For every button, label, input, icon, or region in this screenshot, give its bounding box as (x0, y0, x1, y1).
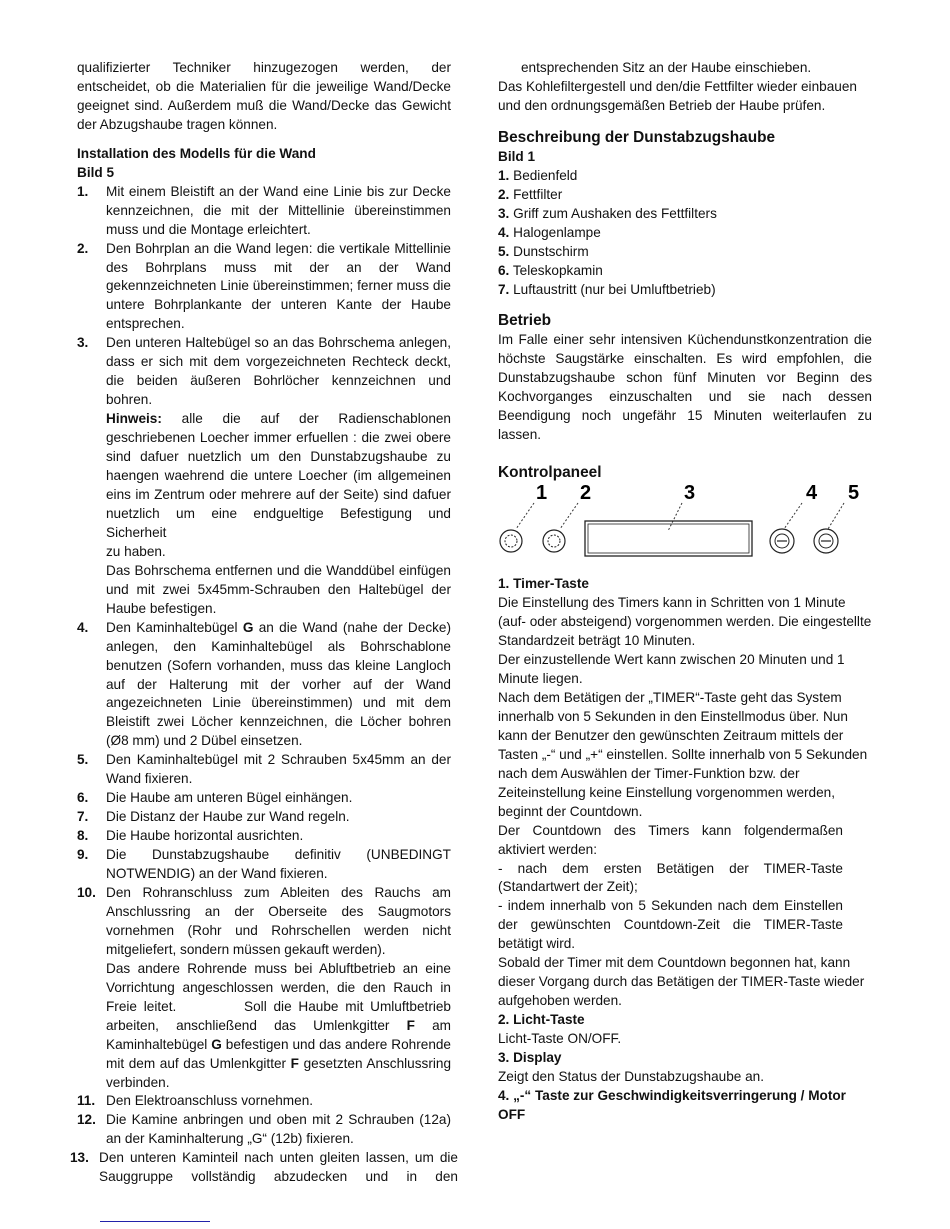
item-number: 5. (77, 752, 89, 768)
item-number: 1. (77, 183, 89, 199)
item-line: Den unteren Haltebügel so an das Bohrschema anlegen, (106, 335, 451, 351)
continued-line: entsprechenden Sitz an der Haube einschieben. (521, 60, 812, 75)
part-item (498, 167, 872, 186)
countdown-line: der gewünschten Countdown-Zeit die TIMER-Taste (498, 917, 843, 933)
betrieb-line: Dunstabzugshaube schon fünf Minuten vor Beginn des (498, 370, 872, 386)
control-panel-diagram (498, 483, 872, 575)
item-line: Freie leitet. Soll die Haube mit Umluftbetrieb (106, 998, 451, 1014)
item-line: Den unteren Kaminteil nach unten gleiten lassen, um die (99, 1150, 458, 1166)
item-text-bold: F (406, 1017, 415, 1033)
hint-text: alle die auf der Radienschablonen (181, 411, 451, 427)
item-line: Haube befestigen. (106, 600, 217, 616)
item-number: 9. (77, 847, 89, 863)
timer-line: Zeiteinstellung keine Einstellung vorgenommen werden, (498, 784, 836, 800)
list-item (77, 827, 451, 846)
betrieb-line: höchste Saugstärke einschalten. Es wird empfohlen, die (498, 351, 872, 367)
list-item (70, 1149, 458, 1187)
hint-line: geschriebenen Loecher immer erfuellen : die zwei obere (106, 430, 451, 446)
intro-line: qualifizierter Techniker hinzugezogen werden, der (77, 60, 451, 75)
item-text: Kaminhaltebügel (106, 1036, 212, 1052)
section-title: Betrieb (498, 312, 552, 330)
item-line: Das Bohrschema entfernen und die Wanddübel einfügen (106, 562, 451, 578)
item-line: Mit einem Bleistift an der Wand eine Linie bis zur Decke (106, 183, 451, 199)
countdown-line: aufgehoben werden. (498, 993, 622, 1009)
item-line: des Bohrplans muss mit der an der Wand (106, 259, 451, 275)
timer-line: kann der Benutzer den gewünschten Zeitraum mittels der (498, 727, 844, 743)
item-line: Den Bohrplan an die Wand legen: die vertikale Mittellinie (106, 240, 451, 256)
callout-label-2: 2 (580, 483, 592, 505)
item-line (106, 1055, 451, 1074)
hint-line (106, 410, 451, 429)
item-number: 4. (77, 619, 89, 635)
list-item (77, 183, 451, 240)
item-line: Die Haube am unteren Bügel einhängen. (106, 790, 353, 806)
part-label: Bedienfeld (513, 167, 578, 183)
section-subtitle: Bild 5 (77, 164, 115, 180)
item-line: verbinden. (106, 1074, 170, 1090)
part-item (498, 205, 872, 224)
timer-line: beginnt der Countdown. (498, 803, 643, 819)
item-text: mit dem auf das Umlenkgitter (106, 1055, 291, 1071)
item-text: arbeiten, anschließend das Umlenkgitter (106, 1017, 407, 1033)
item-line: auf der Halterung mit der vorher auf der Wand (106, 676, 451, 692)
item-text: befestigen und das andere Rohrende (221, 1036, 451, 1052)
item-line: benutzen (Sofern vorhanden, muss das kleine Langloch (106, 657, 451, 673)
item-line: Den Rohranschluss zum Ableiten des Rauchs am (106, 884, 451, 900)
timer-line: Der einzustellende Wert kann zwischen 20 Minuten und 1 (498, 652, 845, 668)
timer-line: innerhalb von 5 Sekunden in den Einstellmodus über. Nun (498, 708, 848, 724)
part-label: Dunstschirm (513, 243, 589, 259)
countdown-line: Der Countdown des Timers kann folgendermaßen (498, 822, 843, 838)
section-title: Beschreibung der Dunstabzugshaube (498, 128, 776, 146)
item-number: 2. (77, 240, 89, 256)
item-line: Den Elektroanschluss vornehmen. (106, 1093, 314, 1109)
item-text: am (414, 1017, 451, 1033)
list-item (77, 789, 451, 808)
item-line: anlegen, den Kaminhaltebügel als Bohrschablone (106, 638, 451, 654)
item-line: vornehmen (Rohr und Rohrschellen werden nicht (106, 922, 451, 938)
betrieb-line: Kochvorganges einzuschalten und sie nach dessen (498, 389, 872, 405)
item-text-bold: F (290, 1055, 299, 1071)
item-line: mitgeliefert, sondern müssen gekauft werden). (106, 941, 386, 957)
control-panel-svg (498, 483, 872, 575)
list-item (77, 240, 451, 335)
item-line (106, 1036, 451, 1055)
item-line: Die Kamine anbringen und oben mit 2 Schrauben (12a) (106, 1112, 451, 1128)
item-line: Die Haube horizontal ausrichten. (106, 828, 304, 844)
betrieb-line: Im Falle einer sehr intensiven Küchendunstkonzentration die (498, 332, 872, 348)
part-number: 7. (498, 281, 510, 297)
part-label: Luftaustritt (nur bei Umluftbetrieb) (513, 281, 716, 297)
callout-label-5: 5 (848, 483, 860, 505)
item-line: angezeichneten Linie übereinstimmen) und mit dem (106, 695, 451, 711)
timer-line: Standardzeit beträgt 10 Minuten. (498, 633, 696, 649)
part-item (498, 281, 872, 300)
item-line: Das andere Rohrende muss bei Abluftbetrieb an eine (106, 960, 451, 976)
part-item (498, 262, 872, 281)
countdown-line: - nach dem ersten Betätigen der TIMER-Taste (498, 860, 843, 876)
item-line: (Ø8 mm) und 2 Dübel einsetzen. (106, 733, 303, 749)
part-number: 1. (498, 167, 510, 183)
list-item (77, 808, 451, 827)
item-line: NOTWENDIG) an der Wand fixieren. (106, 866, 328, 882)
list-item (77, 846, 451, 884)
part-label: Halogenlampe (513, 224, 601, 240)
item-text-bold: G (211, 1036, 222, 1052)
hint-line: sind dafuer nuetzlich um den Dunstabzugshaube zu (106, 449, 451, 465)
item-number: 13. (70, 1150, 89, 1166)
item-number: 11. (77, 1093, 96, 1109)
countdown-line: Sobald der Timer mit dem Countdown begonnen hat, kann (498, 955, 851, 971)
countdown-line: betätigt wird. (498, 936, 576, 952)
item-number: 8. (77, 828, 89, 844)
timer-line: nach dem Auswählen der Timer-Funktion bzw. der (498, 765, 800, 781)
licht-text: Licht-Taste ON/OFF. (498, 1031, 622, 1047)
part-number: 6. (498, 262, 510, 278)
item-text-bold: G (242, 619, 254, 635)
list-item (77, 1092, 451, 1111)
betrieb-line: Beendigung noch ungefähr 15 Minuten weiterlaufen zu (498, 408, 872, 424)
timer-line: Minute liegen. (498, 670, 583, 686)
intro-line: geeignet sind. Außerdem muß die Wand/Decke das Gewicht (77, 97, 451, 113)
minus-key-title: OFF (498, 1106, 526, 1122)
item-line: Anschlussring an der Oberseite des Saugmotors (106, 903, 451, 919)
part-item (498, 243, 872, 262)
item-line: Vorrichtung angeschlossen werden, die den Rauch in (106, 979, 451, 995)
item-number: 7. (77, 809, 89, 825)
intro-line: entscheidet, ob die Materialien für die jeweilige Wand/Decke (77, 78, 451, 94)
hint-line: haengen waehrend die untere Loecher (im allgemeinen (106, 468, 451, 484)
section-title: Kontrolpaneel (498, 464, 602, 482)
item-line: kennzeichnen, die mit der Mittellinie übereinstimmen (106, 202, 451, 218)
countdown-line: - indem innerhalb von 5 Sekunden nach dem Einstellen (498, 898, 843, 914)
right-column (498, 59, 872, 1125)
item-line: muss und die Montage erleichtert. (106, 221, 311, 237)
item-line: die beiden äußeren Bohrlöcher kennzeichnen und (106, 373, 451, 389)
hint-line: eins im Zentrum oder mehrere auf der Seite) sind dafuer (106, 486, 451, 502)
callout-label-1: 1 (536, 483, 548, 505)
list-item (77, 751, 451, 789)
item-number: 3. (77, 335, 89, 351)
licht-title: 2. Licht-Taste (498, 1012, 585, 1028)
display-text: Zeigt den Status der Dunstabzugshaube an. (498, 1068, 765, 1084)
item-line: dass er sich mit dem vorgezeichneten Rechteck deckt, (106, 354, 451, 370)
item-line: entsprechen. (106, 316, 185, 332)
item-line: untere Bohrplankante der unteren Kante der Haube (106, 297, 451, 313)
part-item (498, 224, 872, 243)
item-line: bohren. (106, 392, 153, 408)
countdown-line: (Standartwert der Zeit); (498, 879, 638, 895)
item-line: Die Dunstabzugshaube definitiv (UNBEDINGT (106, 847, 451, 863)
item-line: und mit zwei 5x45mm-Schrauben den Haltebügel der (106, 581, 451, 597)
part-item (498, 186, 872, 205)
item-line: Sauggruppe vollständig abzudecken und in den (99, 1169, 458, 1185)
part-label: Fettfilter (513, 186, 563, 202)
part-number: 4. (498, 224, 510, 240)
list-item (77, 884, 451, 1092)
continued-line: Das Kohlefiltergestell und den/die Fettfilter wieder einbauen (498, 78, 857, 94)
continued-line: und den ordnungsgemäßen Betrieb der Haube prüfen. (498, 97, 826, 113)
item-line: Wand fixieren. (106, 771, 193, 787)
display-title: 3. Display (498, 1050, 562, 1066)
timer-line: (auf- oder absteigend) vorgenommen werden. Die eingestellte (498, 614, 872, 630)
timer-line: Nach dem Betätigen der „TIMER“-Taste geht das System (498, 689, 842, 705)
betrieb-line: lassen. (498, 427, 542, 443)
timer-line: Tasten „-“ und „+“ einstellen. Sollte innerhalb von 5 Sekunden (498, 746, 868, 762)
item-line: Die Distanz der Haube zur Wand regeln. (106, 809, 350, 825)
intro-line: der Abzugshaube tragen können. (77, 116, 278, 132)
part-number: 3. (498, 205, 510, 221)
hint-line: nuetzlich um eine endgueltige Befestigung und Sicherheit (106, 505, 451, 540)
timer-line: Die Einstellung des Timers kann in Schritten von 1 Minute (498, 595, 846, 611)
callout-label-4: 4 (806, 483, 818, 505)
countdown-line: dieser Vorgang durch das Betätigen der TIMER-Taste wieder (498, 974, 865, 990)
part-label: Teleskopkamin (512, 262, 603, 278)
item-line: Den Kaminhaltebügel mit 2 Schrauben 5x45mm an der (106, 752, 451, 768)
item-number: 6. (77, 790, 89, 806)
countdown-line: aktiviert werden: (498, 841, 597, 857)
timer-title: 1. Timer-Taste (498, 576, 589, 592)
item-text: Den Kaminhaltebügel (106, 619, 243, 635)
item-line (106, 1017, 451, 1036)
item-number: 12. (77, 1112, 96, 1128)
list-item (77, 334, 451, 618)
item-number: 10. (77, 884, 96, 900)
hint-line: zu haben. (106, 543, 166, 559)
item-line: Bleistift zwei Löcher kennzeichnen, die Löcher bohren (106, 714, 451, 730)
list-item (77, 1111, 451, 1149)
minus-key-title: 4. „-“ Taste zur Geschwindigkeitsverringerung / Motor (498, 1087, 846, 1103)
section-title: Installation des Modells für die Wand (77, 145, 316, 161)
item-text: an die Wand (nahe der Decke) (253, 619, 451, 635)
part-number: 2. (498, 186, 510, 202)
footnote-rule (100, 1221, 210, 1222)
left-column (70, 59, 458, 1187)
item-line: gekennzeichneten Linie übereinstimmen; ferner muss die (106, 278, 451, 294)
hint-label: Hinweis: (106, 411, 162, 427)
section-subtitle: Bild 1 (498, 148, 536, 164)
item-line (106, 619, 451, 638)
list-item (77, 619, 451, 752)
callout-label-3: 3 (684, 483, 696, 505)
part-number: 5. (498, 243, 510, 259)
item-text: gesetzten Anschlussring (298, 1055, 452, 1071)
part-label: Griff zum Aushaken des Fettfilters (513, 205, 717, 221)
item-line: an der Kaminhalterung „G“ (12b) fixieren. (106, 1131, 354, 1147)
